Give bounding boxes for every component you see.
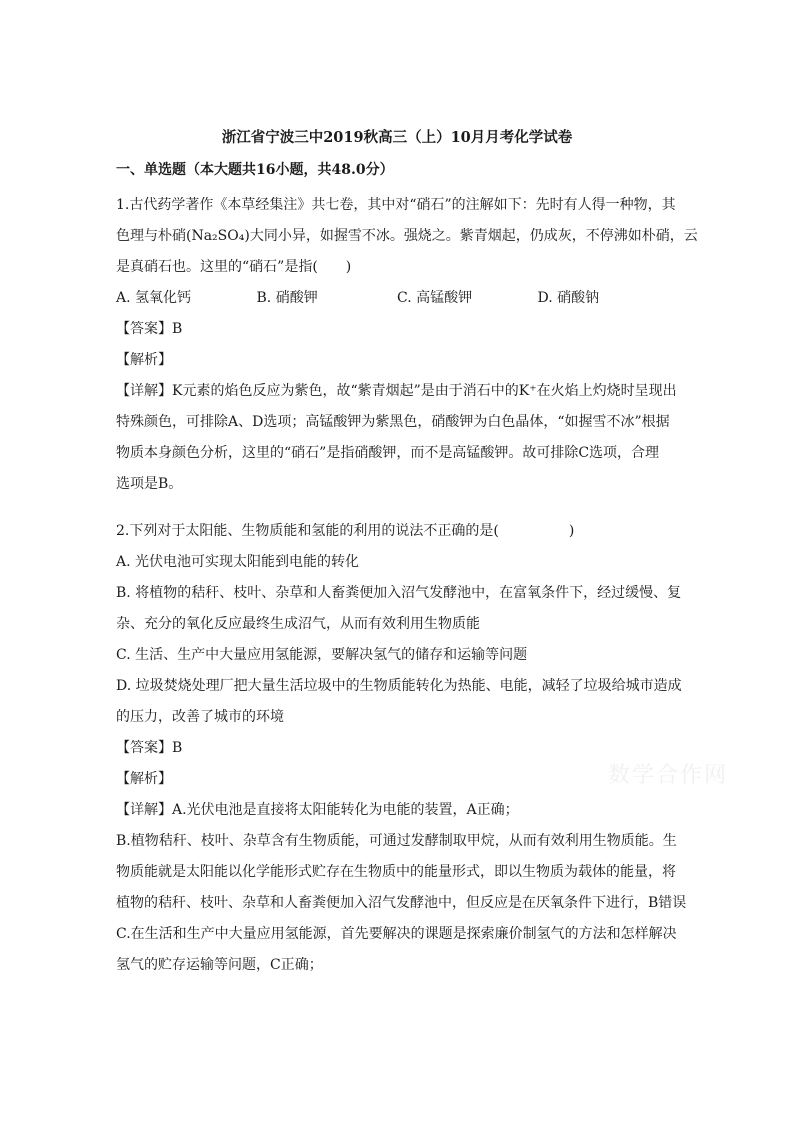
q2-option-b: B. 将植物的秸秆、枝叶、杂草和人畜粪便加入沼气发酵池中，在富氧条件下，经过缓慢、复 (116, 585, 682, 601)
q1-stem-line: 1.古代药学著作《本草经集注》共七卷，其中对“硝石”的注解如下：先时有人得一种物，其 (116, 197, 676, 213)
q1-options (116, 283, 678, 314)
q2-detail-line: 植物的秸秆、枝叶、杂草和人畜粪便加入沼气发酵池中，但反应是在厌氧条件下进行，B错误 (116, 895, 687, 911)
q1-detail-line: 选项是B。 (116, 476, 183, 492)
q1-stem-line: 是真硝石也。这里的“硝石”是指( ) (116, 259, 352, 275)
q1-option-c: C. 高锰酸钾 (397, 290, 473, 306)
q2-detail-line: 氢气的贮存运输等问题，C正确； (116, 957, 323, 973)
document-page (116, 128, 698, 981)
watermark: 数学合作网 (608, 763, 729, 788)
q1-detail-line: 【详解】K元素的焰色反应为紫色，故“紫青烟起”是由于消石中的K⁺在火焰上灼烧时呈现出 (116, 383, 677, 399)
q1-detail-line: 物质本身颜色分析，这里的“硝石”是指硝酸钾，而不是高锰酸钾。故可排除C选项，合理 (116, 445, 660, 461)
q2-option-c: C. 生活、生产中大量应用氢能源，要解决氢气的储存和运输等问题 (116, 647, 528, 663)
q2-option-d: D. 垃圾焚烧处理厂把大量生活垃圾中的生物质能转化为热能、电能，减轻了垃圾给城市造成 (116, 678, 682, 694)
q2-option-d-cont: 的压力，改善了城市的环境 (116, 709, 284, 725)
question-2 (116, 516, 687, 981)
q2-option-a: A. 光伏电池可实现太阳能到电能的转化 (116, 554, 360, 570)
q2-detail-line: B.植物秸秆、枝叶、杂草含有生物质能，可通过发酵制取甲烷，从而有效利用生物质能。生 (116, 833, 677, 849)
q2-detail-line: C.在生活和生产中大量应用氢能源，首先要解决的课题是探索廉价制氢气的方法和怎样解决 (116, 926, 677, 942)
q2-analysis-label: 【解析】 (116, 771, 172, 787)
exam-title: 浙江省宁波三中2019秋高三（上）10月月考化学试卷 (221, 129, 573, 146)
question-1 (116, 190, 698, 500)
q2-stem: 2.下列对于太阳能、生物质能和氢能的利用的说法不正确的是( ) (116, 523, 575, 539)
spacer (116, 500, 678, 516)
q2-answer: 【答案】B (116, 740, 183, 756)
q2-detail-line: 物质能就是太阳能以化学能形式贮存在生物质中的能量形式，即以生物质为载体的能量，将 (116, 864, 676, 880)
q1-answer: 【答案】B (116, 321, 183, 337)
q1-detail-line: 特殊颜色，可排除A、D选项；高锰酸钾为紫黑色，硝酸钾为白色晶体，“如握雪不冰”根据 (116, 414, 670, 430)
q1-stem-line: 色理与朴硝(Na₂SO₄)大同小异，如握雪不冰。强烧之。紫青烟起，仍成灰，不停沸如朴硝，云 (116, 228, 698, 244)
q2-option-b-cont: 杂、充分的氧化反应最终生成沼气，从而有效利用生物质能 (116, 616, 480, 632)
q1-option-d: D. 硝酸钠 (537, 290, 600, 306)
q1-option-b: B. 硝酸钾 (256, 290, 318, 306)
q1-analysis-label: 【解析】 (116, 352, 172, 368)
section-heading: 一、单选题（本大题共16小题，共48.0分） (116, 162, 394, 178)
q2-detail-line: 【详解】A.光伏电池是直接将太阳能转化为电能的装置，A正确； (116, 802, 519, 818)
q1-option-a: A. 氢氧化钙 (116, 290, 192, 306)
